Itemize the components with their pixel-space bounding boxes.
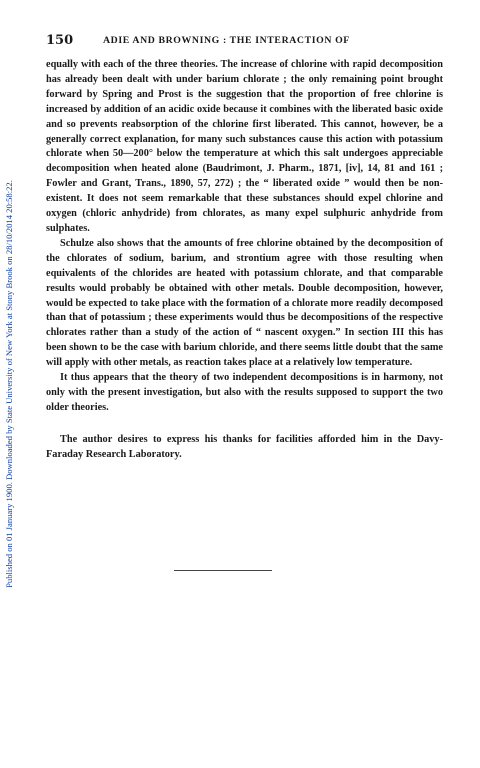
paragraph: equally with each of the three theories. The increase of chlorine with rapid decomposition has already been dealt with under barium chlorate ; the only remaining point brought forward by Spring and Prost is the suggestion that the proportion of free chlorine is increased by addition of an acidic oxide because it combines with the liberated basic oxide and so prevents reabsorption of the chlorine first liberated. This cannot, however, be a generally correct explanation, for many such substances cause this action with potassium chlorate when 50—200° below the temperature at which this salt undergoes appreciable decomposition when heated alone (Baudrimont, J. Pharm., 1871, [iv], 14, 81 and 161 ; Fowler and Grant, Trans., 1890, 57, 272) ; the “ liberated oxide ” would then be non-existent. It does not seem remarkable that these substances should expel chlorine and oxygen (chloric anhydride) from chlorates, as many expel sulphuric anhydride from sulphates.: [46, 59, 443, 234]
download-watermark: [2, 0, 16, 768]
page-header: [46, 33, 440, 49]
page-number: 150: [46, 33, 74, 48]
running-title: ADIE AND BROWNING : THE INTERACTION OF: [103, 35, 350, 46]
paragraph: It thus appears that the theory of two independent decompositions is in harmony, not only with the present investigation, but also with the results supposed to support the two older theories.: [46, 372, 443, 413]
paragraph: Schulze also shows that the amounts of free chlorine obtained by the decomposition of the chlorates of sodium, barium, and strontium agree with those resulting when equivalents of the chlorides are heated with potassium chlorate, and that comparable results would probably be obtained with other metals. Double decomposition, however, would be expected to take place with the formation of a chlorate more readily decomposed than that of potassium ; these experiments would thus be decompositions of the respective chlorates rather than a study of the action of “ nascent oxygen.” In section III this has been shown to be the case with barium chloride, and there seems little doubt that the same will apply with other metals, as reaction takes place at a relatively low temperature.: [46, 237, 443, 369]
end-rule: [174, 570, 272, 571]
watermark-text: Published on 01 January 1900. Downloaded by State University of New York at Stony Brook on 28/10/2014 20:58:22.: [4, 180, 14, 588]
article-body: [46, 58, 443, 463]
acknowledgement-paragraph: The author desires to express his thanks for facilities afforded him in the Davy-Faraday Research Laboratory.: [46, 433, 443, 460]
